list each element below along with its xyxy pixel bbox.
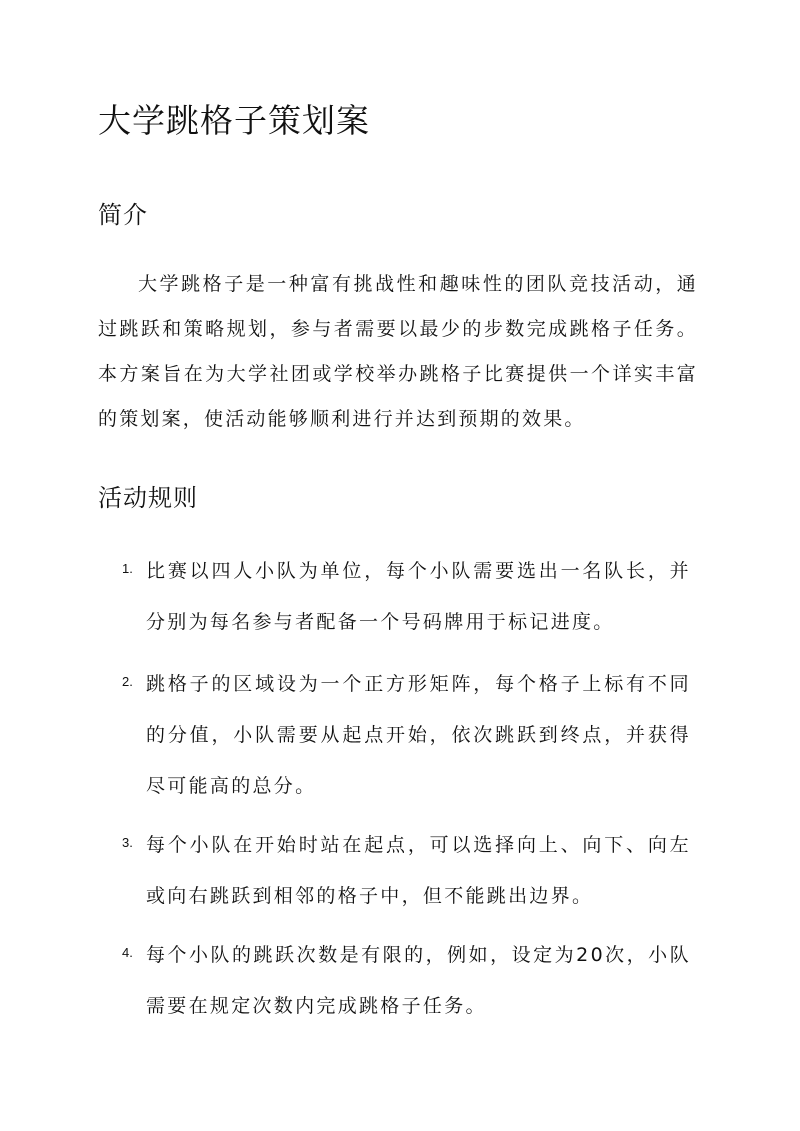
rule-number: 1.: [122, 561, 133, 576]
intro-paragraph: 大学跳格子是一种富有挑战性和趣味性的团队竞技活动，通过跳跃和策略规划，参与者需要以最少的步数完成跳格子任务。本方案旨在为大学社团或学校举办跳格子比赛提供一个详实丰富的策划案，使活动能够顺利进行并达到预期的效果。: [98, 273, 698, 430]
document-title: 大学跳格子策划案: [98, 101, 370, 140]
rule-text: 比赛以四人小队为单位，每个小队需要选出一名队长，并分别为每名参与者配备一个号码牌用于标记进度。: [146, 560, 691, 633]
rule-number: 2.: [122, 674, 133, 689]
rule-text: 跳格子的区域设为一个正方形矩阵，每个格子上标有不同的分值，小队需要从起点开始，依次跳跃到终点，并获得尽可能高的总分。: [146, 673, 691, 797]
section-heading-intro: 简介: [98, 201, 148, 229]
rule-number: 3.: [122, 835, 133, 850]
rule-text: 每个小队的跳跃次数是有限的，例如，设定为20次，小队需要在规定次数内完成跳格子任务。: [146, 944, 691, 1017]
section-heading-rules: 活动规则: [98, 484, 198, 512]
rule-number: 4.: [122, 945, 133, 960]
rule-text: 每个小队在开始时站在起点，可以选择向上、向下、向左或向右跳跃到相邻的格子中，但不能跳出边界。: [146, 834, 691, 907]
